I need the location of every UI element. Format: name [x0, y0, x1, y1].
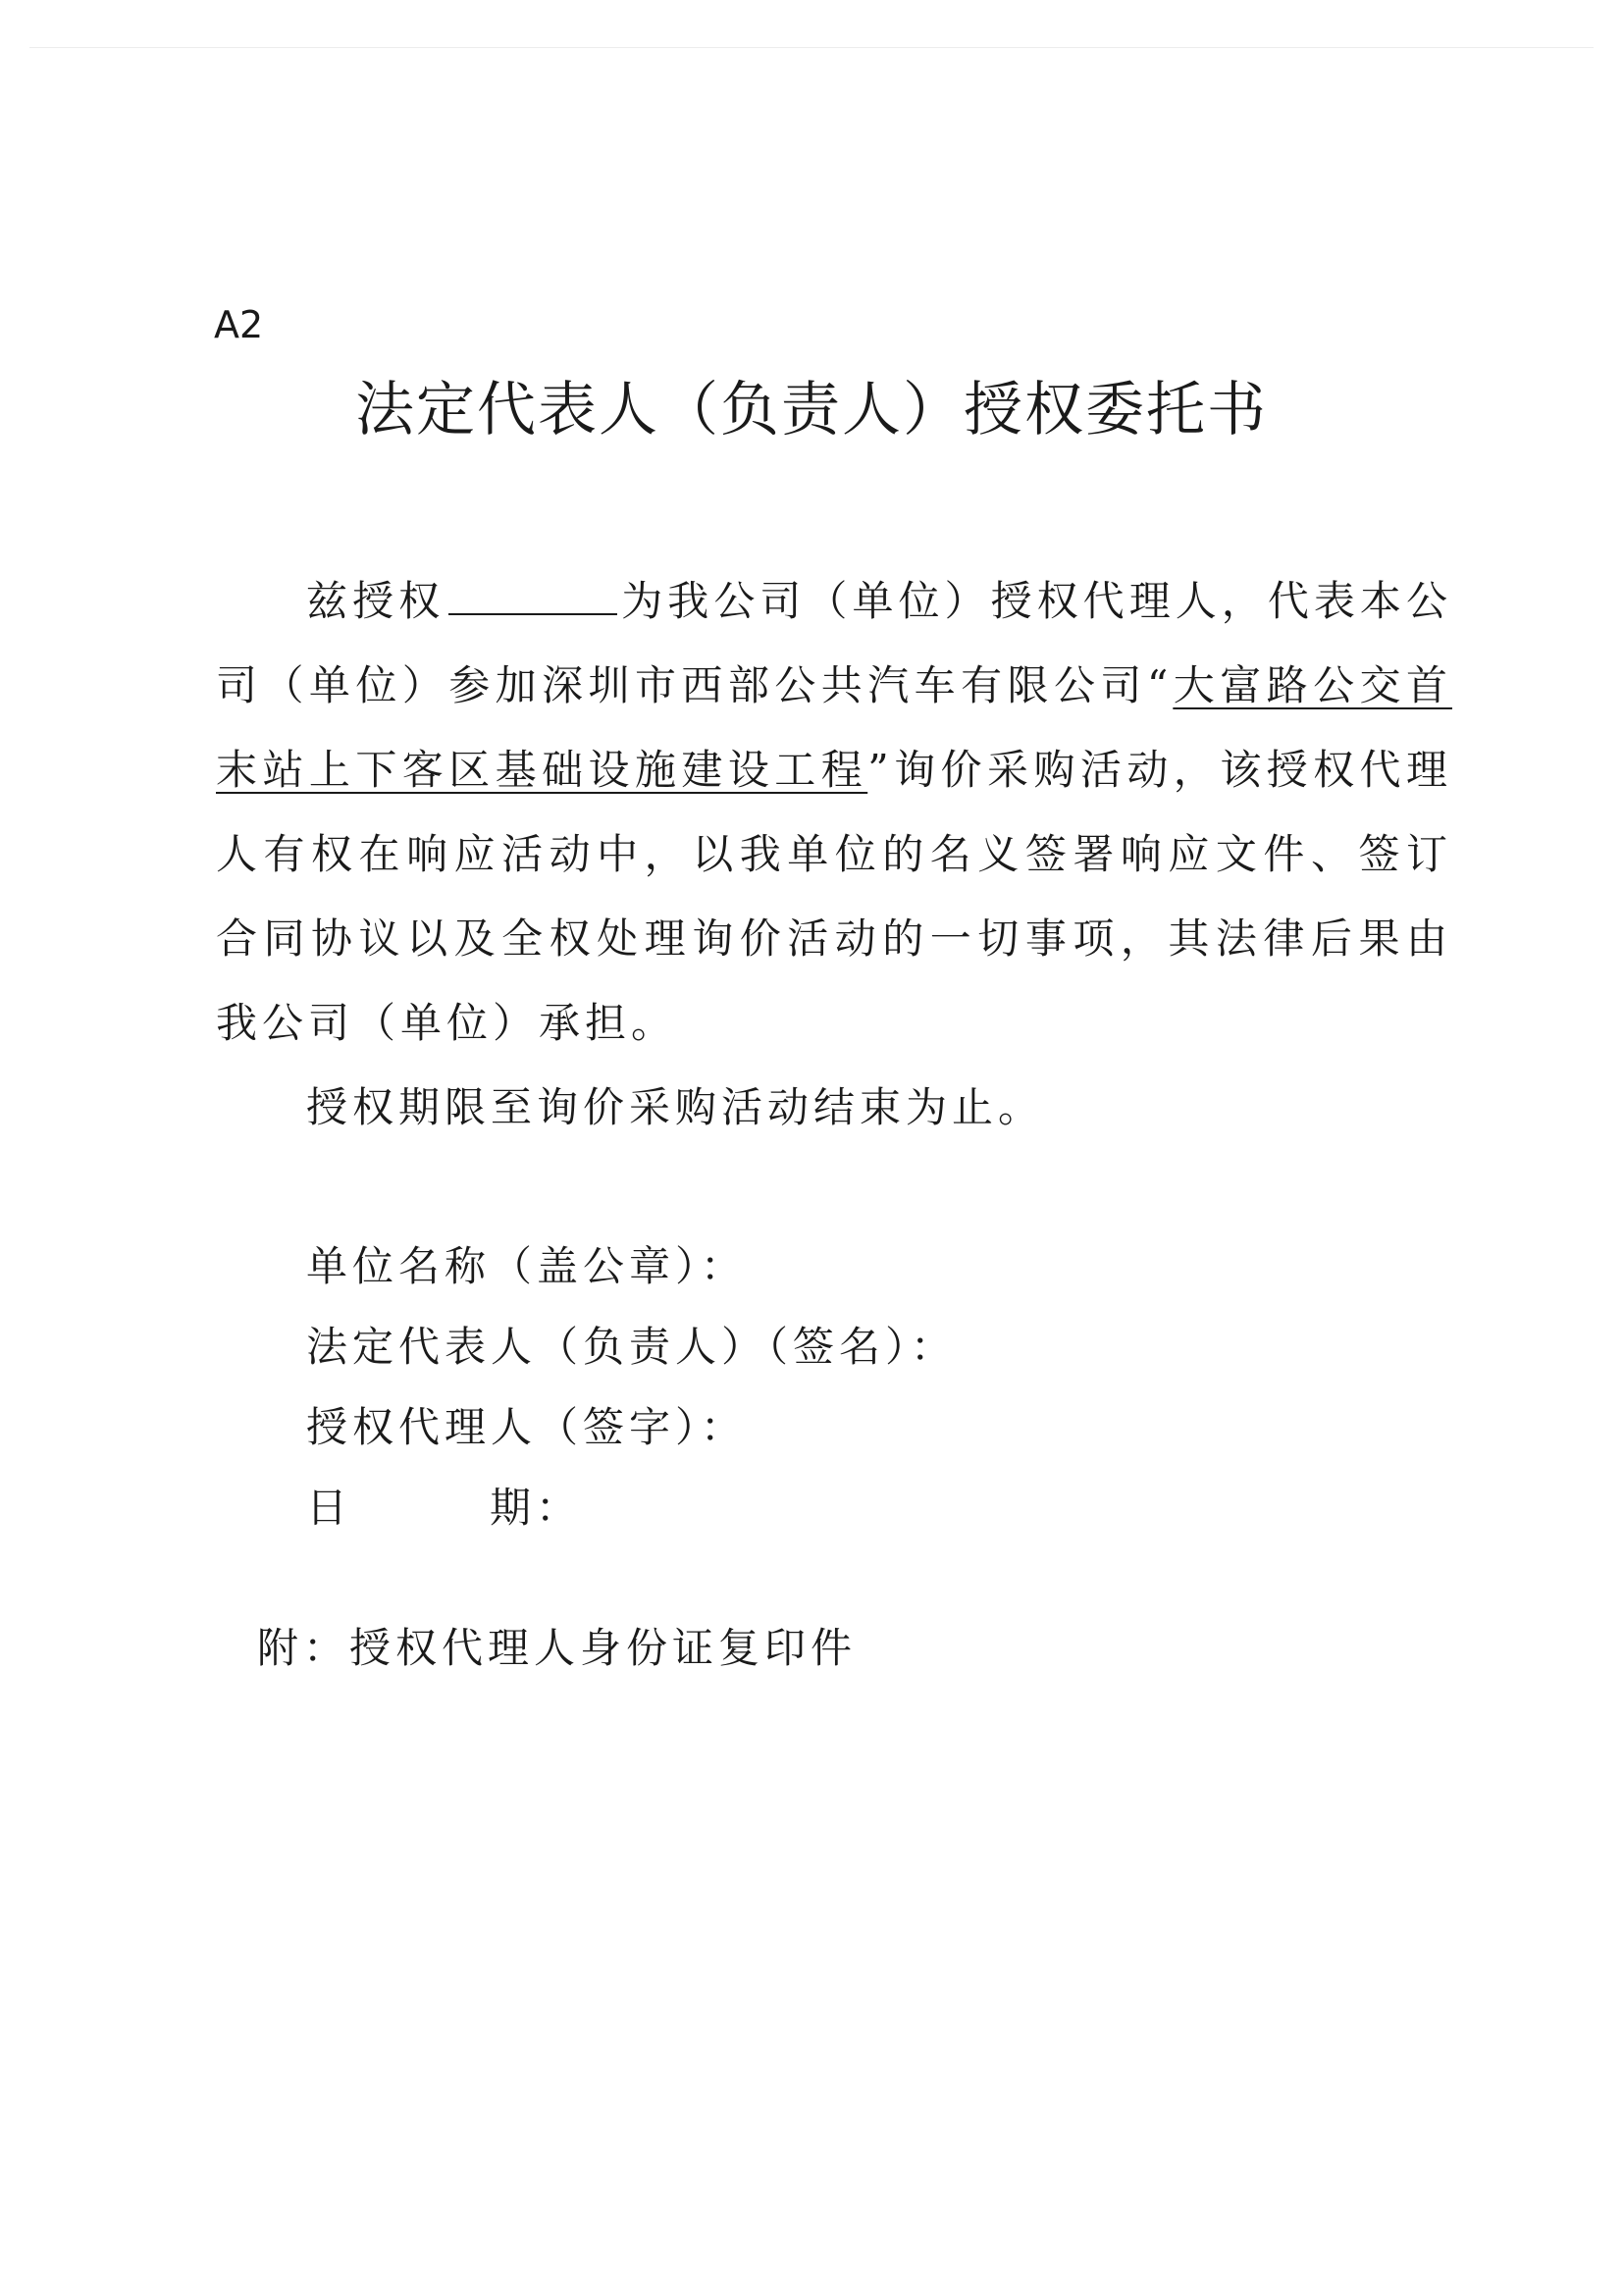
- authorize-powers: ”询价采购活动，该授权代理人有权在响应活动中，以我单位的名义签署响应文件、签订合同协议以及全权处理询价活动的一切事项，其法律后果由我公司（单位）承担。: [216, 746, 1452, 1047]
- agent-name-blank[interactable]: [448, 578, 617, 615]
- date-label-period: 期：: [490, 1484, 583, 1532]
- authorization-paragraph: [216, 559, 1452, 1066]
- legal-representative-field: 法定代表人（负责人）（签名）：: [306, 1323, 958, 1371]
- document-code: A2: [214, 303, 264, 346]
- scan-edge-line: [29, 47, 1594, 48]
- date-field: [306, 1468, 957, 1548]
- document-title: 法定代表人（负责人）授权委托书: [355, 376, 1268, 444]
- authorize-intro: 兹授权: [306, 577, 445, 625]
- authorize-scope: 为我公司（单位）授权代理人，代表本公司（单位）参加深圳市西部公共汽车有限公司“: [216, 577, 1452, 709]
- attachment-note: 附：授权代理人身份证复印件: [257, 1624, 858, 1672]
- unit-name-field: 单位名称（盖公章）：: [306, 1242, 748, 1290]
- authorization-term: 授权期限至询价采购活动结束为止。: [306, 1083, 1045, 1131]
- agent-signature-field: 授权代理人（签字）：: [306, 1403, 748, 1451]
- date-label-day: 日: [306, 1484, 353, 1532]
- signature-block: [306, 1226, 957, 1548]
- project-name: 大富路公交首末站上下客区基础设施建设工程: [216, 661, 1452, 794]
